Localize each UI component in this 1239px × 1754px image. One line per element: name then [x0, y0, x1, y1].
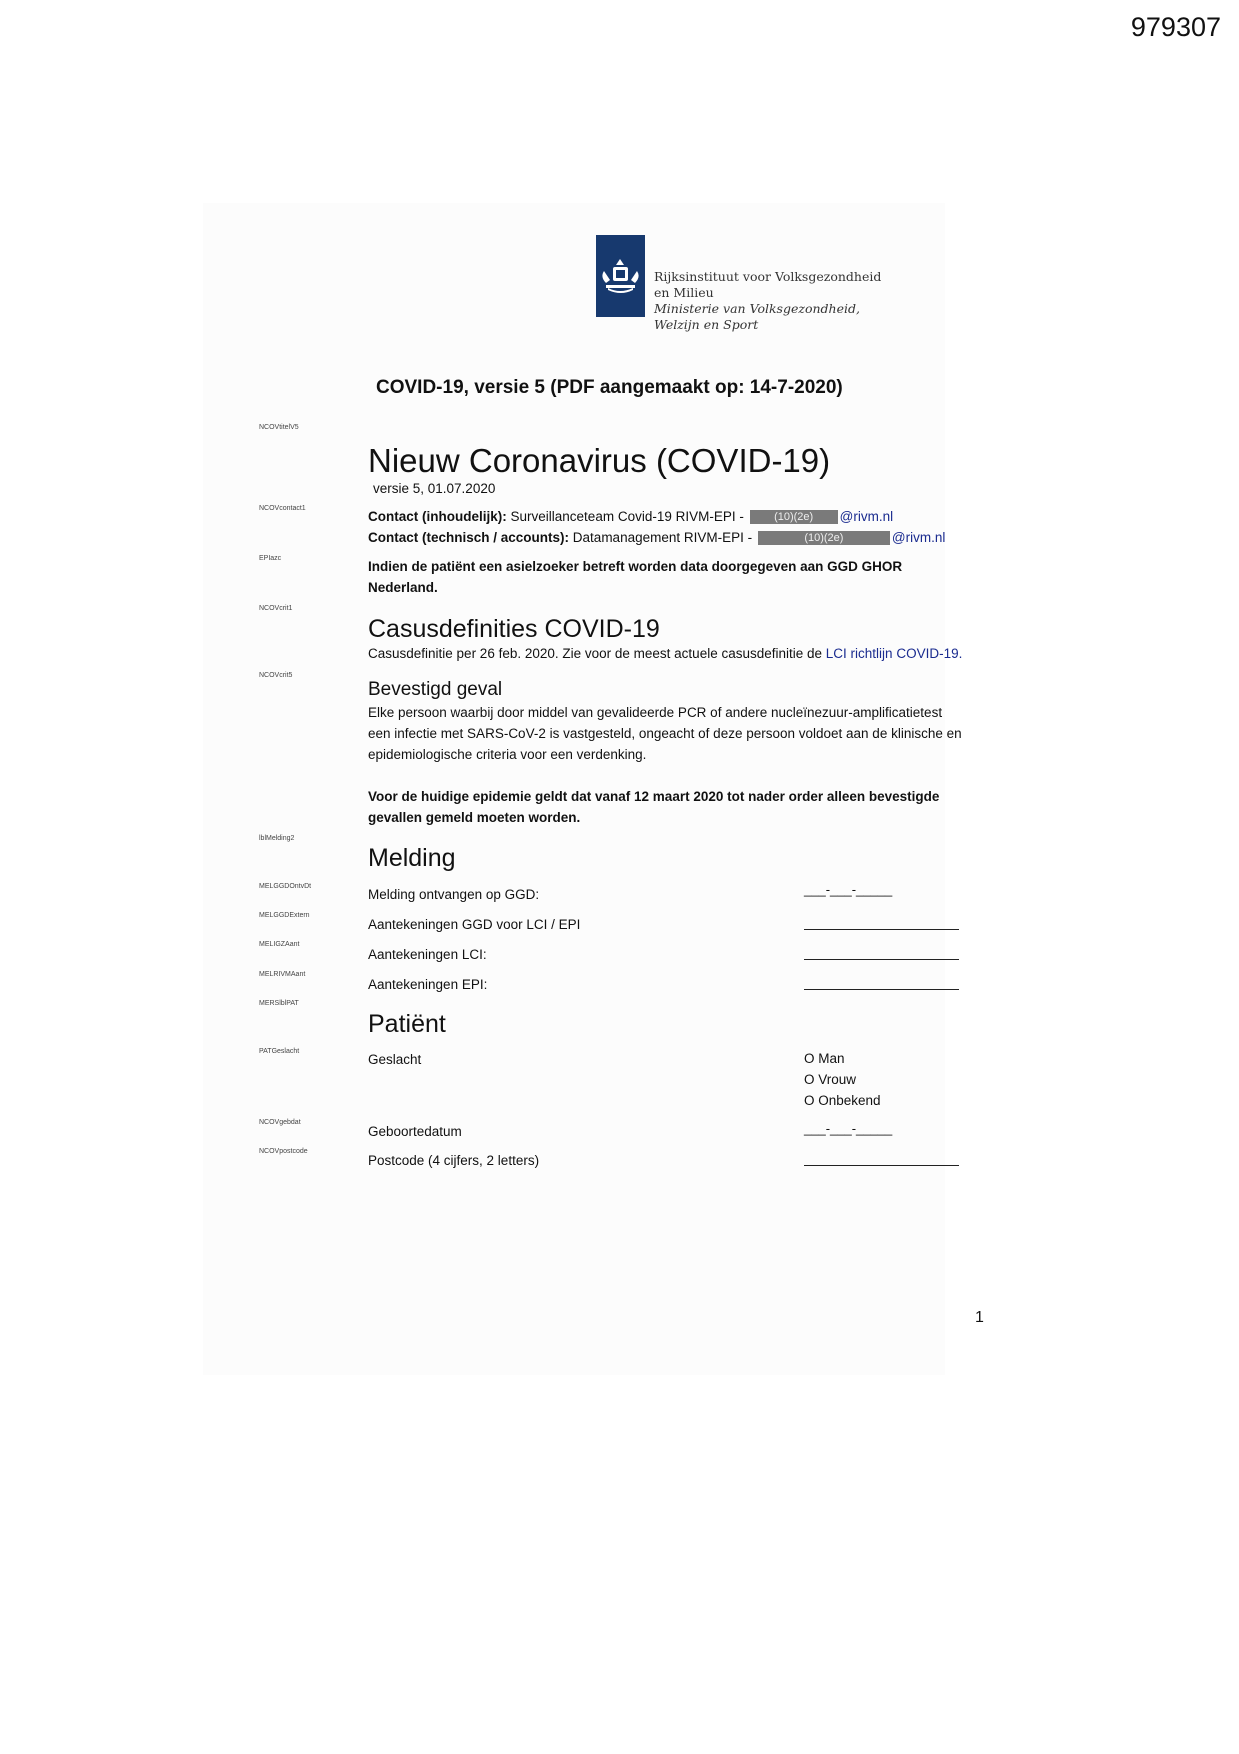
paragraph-line: een infectie met SARS-CoV-2 is vastgesteld, ongeacht of deze persoon voldoet aan de klinische en [368, 726, 962, 741]
rivm-logo-emblem [596, 235, 645, 317]
paragraph-line: epidemiologische criteria voor een verdenking. [368, 747, 647, 762]
melding-heading: Melding [368, 844, 456, 872]
field-code: NCOVpostcode [259, 1148, 308, 1155]
postcode-field[interactable] [804, 1164, 959, 1166]
field-code: MERSlblPAT [259, 1000, 299, 1007]
field-code: PATGeslacht [259, 1048, 300, 1055]
notice-line: Indien de patiënt een asielzoeker betreft worden data doorgegeven aan GGD GHOR [368, 559, 903, 574]
contact-label: Contact (inhoudelijk): [368, 509, 507, 524]
notice-line: gevallen gemeld moeten worden. [368, 810, 581, 825]
aantekeningen-epi-field[interactable] [804, 988, 959, 990]
field-code: MELIGZAant [259, 941, 300, 948]
geslacht-option-vrouw[interactable]: O Vrouw [804, 1072, 857, 1087]
version-text: versie 5, 01.07.2020 [373, 481, 496, 496]
geslacht-label: Geslacht [368, 1052, 422, 1067]
aantekeningen-ggd-label: Aantekeningen GGD voor LCI / EPI [368, 917, 581, 932]
contact-label: Contact (technisch / accounts): [368, 530, 570, 545]
redaction-block: (10)(2e) [758, 531, 890, 545]
field-code: NCOVcrit1 [259, 605, 293, 612]
field-code: NCOVcontact1 [259, 505, 306, 512]
postcode-label: Postcode (4 cijfers, 2 letters) [368, 1153, 540, 1168]
aantekeningen-epi-label: Aantekeningen EPI: [368, 977, 488, 992]
contact-text: Surveillanceteam Covid-19 RIVM-EPI - [510, 509, 744, 524]
field-code: lblMelding2 [259, 835, 295, 842]
patient-heading: Patiënt [368, 1010, 446, 1038]
coat-of-arms-icon [596, 235, 645, 317]
logo-line: en Milieu [654, 285, 714, 300]
field-code: NCOVcrit5 [259, 672, 293, 679]
paragraph-line: Elke persoon waarbij door middel van gevalideerde PCR of andere nucleïnezuur-amplificatietest [368, 705, 943, 720]
rivm-logo-text [654, 269, 881, 333]
field-code: MELRIVMAant [259, 971, 306, 978]
field-code: NCOVgebdat [259, 1119, 301, 1126]
contact-technisch [368, 527, 945, 548]
lci-richtlijn-link[interactable]: LCI richtlijn COVID-19. [825, 646, 963, 661]
page-number: 1 [975, 1309, 984, 1326]
contact-text: Datamanagement RIVM-EPI - [572, 530, 753, 545]
document-number: 979307 [1130, 12, 1221, 42]
asielzoeker-notice [368, 556, 902, 598]
casus-text: Casusdefinitie per 26 feb. 2020. Zie voor de meest actuele casusdefinitie de [368, 646, 823, 661]
field-code: MELGGDOntvDt [259, 883, 312, 890]
notice-line: Voor de huidige epidemie geldt dat vanaf 12 maart 2020 tot nader order alleen bevestigde [368, 789, 940, 804]
melding-ontvangen-date-field[interactable]: ___-___-_____ [804, 882, 893, 897]
logo-line: Rijksinstituut voor Volksgezondheid [654, 269, 882, 284]
logo-line: Ministerie van Volksgezondheid, [654, 301, 860, 316]
contact-email-link[interactable]: @rivm.nl [891, 530, 946, 545]
geboortedatum-date-field[interactable]: ___-___-_____ [804, 1121, 893, 1136]
geslacht-option-man[interactable]: O Man [804, 1051, 845, 1066]
contact-email-link[interactable]: @rivm.nl [839, 509, 894, 524]
notice-line: Nederland. [368, 580, 438, 595]
aantekeningen-lci-field[interactable] [804, 958, 959, 960]
geboortedatum-label: Geboortedatum [368, 1124, 462, 1139]
epidemie-notice [368, 786, 939, 828]
redaction-block: (10)(2e) [750, 510, 838, 524]
casusdefinitie-text [368, 643, 962, 664]
logo-line: Welzijn en Sport [654, 317, 759, 332]
contact-inhoudelijk [368, 506, 893, 527]
geslacht-option-onbekend[interactable]: O Onbekend [804, 1093, 881, 1108]
pdf-title: COVID-19, versie 5 (PDF aangemaakt op: 14-7-2020) [376, 377, 843, 398]
casusdefinities-heading: Casusdefinities COVID-19 [368, 615, 660, 643]
document-title: Nieuw Coronavirus (COVID-19) [368, 442, 831, 479]
melding-ontvangen-label: Melding ontvangen op GGD: [368, 887, 540, 902]
aantekeningen-ggd-field[interactable] [804, 928, 959, 930]
field-code: EPIazc [259, 555, 282, 562]
bevestigd-geval-heading: Bevestigd geval [368, 679, 503, 700]
field-code: NCOVtitelV5 [259, 424, 299, 431]
aantekeningen-lci-label: Aantekeningen LCI: [368, 947, 487, 962]
field-code: MELGGDExtern [259, 912, 310, 919]
bevestigd-geval-text [368, 702, 962, 765]
